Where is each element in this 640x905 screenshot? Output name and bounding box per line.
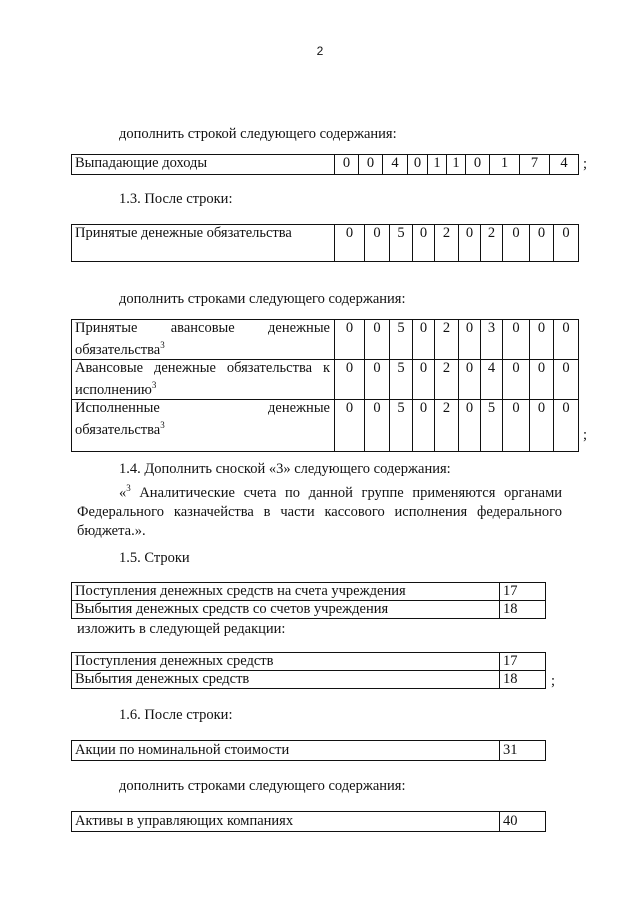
intro-text-2: дополнить строками следующего содержания:: [119, 291, 406, 307]
code-digit: 0: [554, 359, 579, 399]
code-digit: 0: [530, 359, 554, 399]
code-table-7: [71, 811, 546, 832]
table-row: [72, 155, 579, 175]
intro-text-1: дополнить строкой следующего содержания:: [119, 126, 397, 142]
footnote-text: [77, 479, 562, 541]
code-digit: 1: [428, 155, 447, 175]
quote-open: «: [119, 484, 127, 501]
code-table-5: [71, 652, 546, 689]
code-digit: 4: [481, 359, 503, 399]
code-digit: 7: [520, 155, 550, 175]
semicolon: ;: [583, 427, 588, 443]
code-digit: 0: [503, 320, 530, 360]
code-digit: 0: [408, 155, 428, 175]
code-table-2: [71, 224, 579, 262]
code-digit: 3: [481, 320, 503, 360]
section-heading-1-6: 1.6. После строки:: [119, 707, 233, 723]
table-row: [72, 601, 546, 619]
footnote-mark: 3: [160, 340, 165, 350]
row-label: [72, 359, 335, 399]
section-heading-1-5: 1.5. Строки: [119, 550, 190, 566]
row-label: Поступления денежных средств на счета учреждения: [72, 583, 500, 601]
code-digit: 0: [459, 320, 481, 360]
code-digit: 0: [554, 225, 579, 262]
code-digit: 1: [447, 155, 466, 175]
footnote-mark: 3: [126, 483, 131, 493]
code-digit: 5: [390, 399, 413, 451]
code-digit: 0: [503, 359, 530, 399]
code-digit: 0: [335, 399, 365, 451]
code-digit: 2: [435, 320, 459, 360]
code-digit: 0: [365, 225, 390, 262]
section-heading-1-4: 1.4. Дополнить сноской «3» следующего содержания:: [119, 461, 451, 477]
label-line: Принятые авансовые денежные: [75, 320, 330, 336]
code-digit: 0: [554, 399, 579, 451]
code-table-6: [71, 740, 546, 761]
table-row: [72, 320, 579, 360]
code-digit: 0: [459, 225, 481, 262]
label-line: исполнению: [75, 381, 152, 398]
label-line: обязательства: [75, 421, 161, 438]
row-label: Акции по номинальной стоимости: [72, 741, 500, 761]
code-digit: 0: [503, 399, 530, 451]
table-row: [72, 583, 546, 601]
intro-text-3: изложить в следующей редакции:: [77, 621, 286, 637]
footnote-mark: 3: [151, 379, 157, 390]
code-digit: 0: [530, 399, 554, 451]
code-digit: 2: [435, 225, 459, 262]
code-digit: 0: [365, 320, 390, 360]
row-label: Поступления денежных средств: [72, 653, 500, 671]
code-digit: 5: [390, 320, 413, 360]
code-digit: 5: [390, 359, 413, 399]
row-label: Выпадающие доходы: [72, 155, 335, 175]
code-digit: 0: [335, 155, 359, 175]
page-number: 2: [316, 44, 324, 58]
table-row: [72, 671, 546, 689]
code-digit: 0: [459, 359, 481, 399]
code-digit: 1: [490, 155, 520, 175]
section-heading-1-3: 1.3. После строки:: [119, 191, 233, 207]
code-digit: 5: [481, 399, 503, 451]
code-digit: 2: [481, 225, 503, 262]
row-label: Выбытия денежных средств со счетов учреждения: [72, 601, 500, 619]
code-digit: 0: [335, 320, 365, 360]
code-digit: 0: [530, 225, 554, 262]
label-line: Авансовые денежные обязательства к: [75, 359, 330, 376]
row-code: 18: [500, 671, 546, 689]
code-digit: 0: [503, 225, 530, 262]
code-digit: 4: [550, 155, 579, 175]
code-digit: 4: [383, 155, 408, 175]
code-digit: 0: [335, 225, 365, 262]
row-label: Активы в управляющих компаниях: [72, 812, 500, 832]
table-row: [72, 653, 546, 671]
code-digit: 0: [466, 155, 490, 175]
row-code: 17: [500, 653, 546, 671]
code-digit: 0: [413, 320, 435, 360]
row-code: 18: [500, 601, 546, 619]
code-table-1: [71, 154, 579, 175]
intro-text-4: дополнить строками следующего содержания:: [119, 778, 406, 794]
row-label: [72, 320, 335, 360]
table-row: [72, 741, 546, 761]
code-digit: 0: [365, 359, 390, 399]
code-digit: 0: [413, 399, 435, 451]
row-code: 40: [500, 812, 546, 832]
label-line: Исполненные денежные: [75, 399, 330, 416]
code-digit: 0: [413, 225, 435, 262]
code-table-3: [71, 319, 579, 452]
code-digit: 0: [459, 399, 481, 451]
code-digit: 0: [554, 320, 579, 360]
footnote-mark: 3: [160, 419, 165, 430]
code-digit: 0: [365, 399, 390, 451]
row-label: Принятые денежные обязательства: [72, 225, 335, 262]
row-code: 31: [500, 741, 546, 761]
code-digit: 0: [530, 320, 554, 360]
code-digit: 5: [390, 225, 413, 262]
code-table-4: [71, 582, 546, 619]
table-row: [72, 225, 579, 262]
code-digit: 0: [335, 359, 365, 399]
table-row: [72, 812, 546, 832]
code-digit: 0: [413, 359, 435, 399]
semicolon: ;: [583, 156, 588, 172]
semicolon: ;: [551, 673, 556, 689]
code-digit: 0: [359, 155, 383, 175]
label-line: обязательства: [75, 341, 161, 358]
table-row: [72, 359, 579, 399]
footnote-body: Аналитические счета по данной группе применяются органами Федерального казначейства в части кассового исполнения федерального бюджета.».: [77, 484, 562, 539]
row-label: [72, 399, 335, 451]
code-digit: 2: [435, 359, 459, 399]
row-code: 17: [500, 583, 546, 601]
table-row: [72, 399, 579, 451]
row-label: Выбытия денежных средств: [72, 671, 500, 689]
code-digit: 2: [435, 399, 459, 451]
